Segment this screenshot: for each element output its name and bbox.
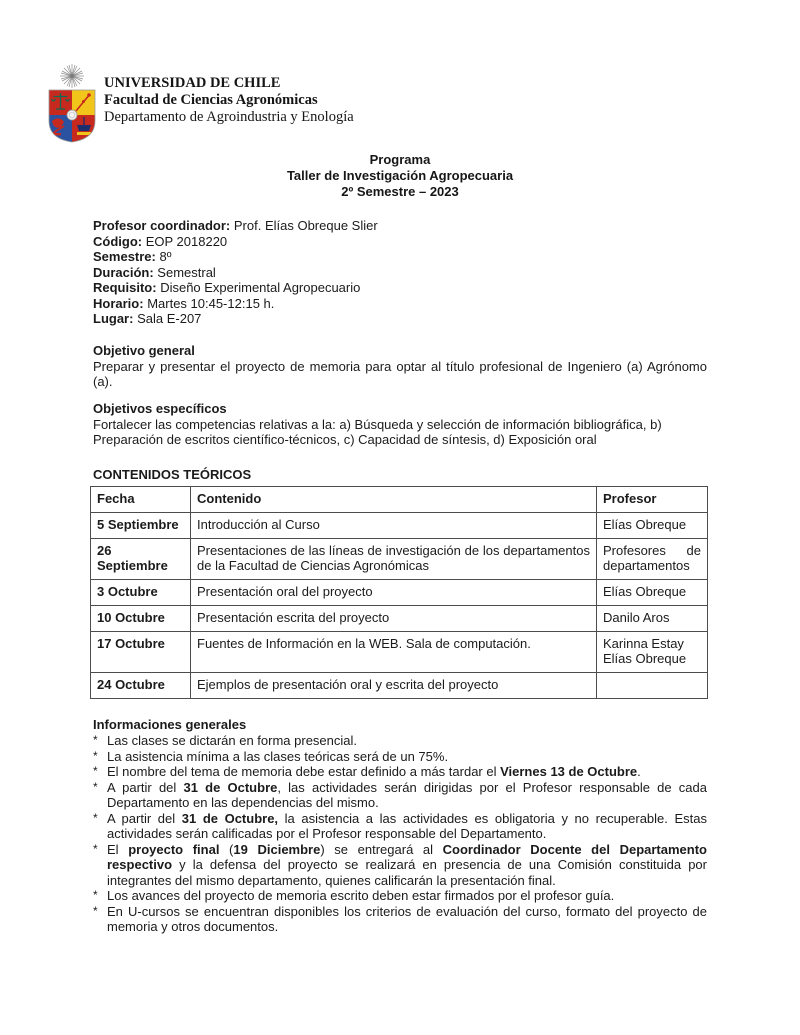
list-item-text (107, 780, 707, 811)
info-label: Lugar: (93, 311, 134, 326)
list-item-text (107, 733, 707, 749)
info-label: Horario: (93, 295, 144, 311)
crest-medallion (67, 110, 77, 120)
info-label: Duración: (93, 264, 154, 280)
list-item (93, 749, 707, 765)
info-line-requisite (93, 280, 707, 296)
table-row (91, 579, 708, 605)
text-segment: El nombre del tema de memoria debe estar definido a más tardar el (107, 764, 501, 779)
text-segment: Viernes 13 de Octubre (500, 764, 638, 779)
cell-contenido: Introducción al Curso (191, 512, 597, 538)
informaciones-generales-heading: Informaciones generales (93, 717, 247, 732)
contenidos-table-wrap (90, 486, 707, 699)
list-item (93, 842, 707, 889)
table-row (91, 538, 708, 579)
bullet-marker: * (93, 779, 98, 794)
list-item-text (107, 811, 707, 842)
text-segment: la asistencia a las actividades es obligatoria y no recuperable. Estas actividades serán calificadas por el Profesor responsable del Departamento. (107, 810, 708, 841)
text-segment: , las actividades serán dirigidas por el Profesor responsable de cada Departamento en las dependencias del mismo. (107, 779, 707, 810)
text-segment: y la defensa del proyecto se realizará en presencia de una Comisión constituida por integrantes del mismo departamento, quienes calificarán la presentación final. (107, 857, 707, 888)
text-segment: 31 de Octubre, (181, 810, 279, 826)
info-value: EOP 2018220 (145, 233, 228, 249)
info-label: Semestre: (93, 249, 156, 264)
info-label: Requisito: (93, 280, 157, 295)
text-segment: En U-cursos se encuentran disponibles los criterios de evaluación del curso, formato del proyecto de memoria y otros documentos. (107, 903, 707, 934)
text-segment: ) se entregará al (320, 841, 443, 857)
document-title (0, 152, 800, 200)
table-row (91, 605, 708, 631)
bullet-marker: * (93, 841, 98, 856)
text-segment: . (637, 764, 641, 779)
title-line-programa: Programa (369, 152, 431, 167)
text-segment: Las clases se dictarán en forma presencial. (107, 733, 358, 748)
objetivos-especificos-text: Fortalecer las competencias relativas a la: a) Búsqueda y selección de información bibliográfica, b) Preparación de escritos científico-técnicos, c) Capacidad de síntesis, d) Exposición oral (93, 416, 662, 447)
cell-fecha: 17 Octubre (91, 631, 191, 672)
list-item-text (107, 888, 707, 904)
list-item (93, 780, 707, 811)
table-row (91, 631, 708, 672)
text-segment: proyecto final (128, 841, 220, 857)
title-line-semester: 2º Semestre – 2023 (341, 184, 459, 199)
contenidos-heading: CONTENIDOS TEÓRICOS (93, 467, 252, 482)
bullet-marker: * (93, 733, 98, 747)
objetivos-especificos-heading: Objetivos específicos (93, 401, 227, 416)
text-segment: El (107, 841, 129, 857)
crest-starburst-center (70, 74, 74, 78)
objetivo-general-heading: Objetivo general (93, 343, 195, 358)
cell-fecha: 10 Octubre (91, 605, 191, 631)
cell-profesor: Danilo Aros (597, 605, 708, 631)
cell-contenido: Presentación escrita del proyecto (191, 605, 597, 631)
list-item-text (107, 764, 707, 780)
cell-fecha: 26 Septiembre (91, 538, 191, 579)
text-segment: Coordinador Docente del Departamento respectivo (107, 841, 707, 872)
info-value: 8º (159, 249, 172, 264)
cell-profesor: Elías Obreque (597, 512, 708, 538)
list-item-text (107, 749, 707, 765)
text-segment: A partir del (107, 779, 184, 795)
crest-shield (49, 90, 95, 142)
list-item (93, 904, 707, 935)
objetivo-general-text: Preparar y presentar el proyecto de memoria para optar al título profesional de Ingeniero (a) Agrónomo (a). (93, 358, 707, 389)
text-segment: 19 Diciembre (233, 841, 321, 857)
info-line-coordinator (93, 218, 707, 234)
cell-profesor: Elías Obreque (597, 579, 708, 605)
table-header-row (91, 487, 708, 513)
cell-profesor (597, 672, 708, 698)
universidad-de-chile-crest-icon (47, 63, 97, 143)
cell-profesor: Karinna Estay Elías Obreque (597, 631, 708, 672)
department-name: Departamento de Agroindustria y Enología (104, 109, 354, 125)
text-segment: A partir del (107, 810, 182, 826)
list-item (93, 811, 707, 842)
info-line-room (93, 311, 707, 327)
university-name: UNIVERSIDAD DE CHILE (104, 75, 281, 91)
text-segment: Los avances del proyecto de memoria escrito deben estar firmados por el profesor guía. (107, 888, 615, 903)
info-label: Profesor coordinador: (93, 218, 231, 233)
info-line-semester (93, 249, 707, 265)
col-header-fecha: Fecha (91, 487, 191, 513)
bullet-marker: * (93, 748, 98, 763)
letterhead-text (104, 63, 354, 143)
list-item-text (107, 904, 707, 935)
cell-profesor: Profesores de departamentos (597, 538, 708, 579)
list-item (93, 888, 707, 904)
bullet-marker: * (93, 764, 98, 778)
cell-contenido: Presentación oral del proyecto (191, 579, 597, 605)
col-header-contenido: Contenido (191, 487, 597, 513)
cell-contenido: Fuentes de Información en la WEB. Sala de computación. (191, 631, 597, 672)
list-item (93, 733, 707, 749)
title-line-course: Taller de Investigación Agropecuaria (286, 168, 514, 183)
list-item (93, 764, 707, 780)
col-header-profesor: Profesor (597, 487, 708, 513)
bullet-marker: * (93, 903, 98, 918)
info-value: Diseño Experimental Agropecuario (160, 280, 361, 295)
bullet-marker: * (93, 810, 98, 825)
list-item-text (107, 842, 707, 889)
info-line-duration (93, 265, 707, 281)
bullet-marker: * (93, 888, 98, 902)
table-row (91, 672, 708, 698)
info-value: Sala E-207 (137, 311, 202, 326)
cell-contenido: Ejemplos de presentación oral y escrita del proyecto (191, 672, 597, 698)
cell-contenido: Presentaciones de las líneas de investigación de los departamentos de la Facultad de Ciencias Agronómicas (191, 538, 597, 579)
info-line-schedule (93, 296, 707, 312)
faculty-name: Facultad de Ciencias Agronómicas (104, 92, 318, 108)
letterhead (47, 63, 354, 143)
info-value: Prof. Elías Obreque Slier (233, 218, 378, 233)
info-line-code (93, 234, 707, 250)
info-label: Código: (93, 233, 143, 249)
text-segment: 31 de Octubre (183, 779, 278, 795)
text-segment: ( (219, 841, 234, 857)
cell-fecha: 5 Septiembre (91, 512, 191, 538)
info-value: Semestral (157, 264, 216, 280)
course-info-block (93, 218, 707, 327)
table-row (91, 512, 708, 538)
cell-fecha: 3 Octubre (91, 579, 191, 605)
cell-fecha: 24 Octubre (91, 672, 191, 698)
text-segment: La asistencia mínima a las clases teóricas será de un 75%. (107, 748, 449, 764)
informaciones-generales-list (93, 733, 707, 935)
contenidos-table (90, 486, 708, 699)
info-value: Martes 10:45-12:15 h. (147, 295, 275, 311)
